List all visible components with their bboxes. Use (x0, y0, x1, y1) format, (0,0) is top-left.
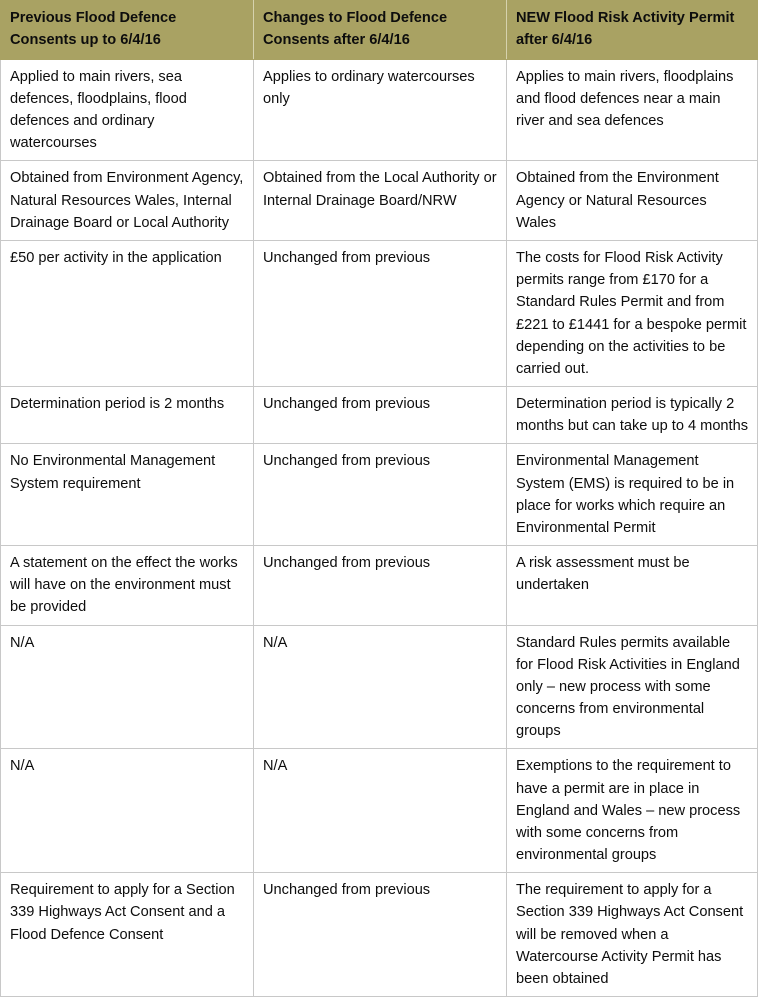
table-header-row (1, 1, 758, 60)
cell-text: Determination period is 2 months (10, 396, 225, 413)
cell-text: Requirement to apply for a Section 339 Highways Act Consent and a Flood Defence Consent (10, 882, 235, 943)
cell-changes-consents (254, 387, 507, 444)
table-row (1, 873, 758, 997)
cell-text: N/A (10, 758, 35, 775)
column-header-changes-consents: Changes to Flood Defence Consents after 6/4/16 (254, 1, 507, 60)
table-row (1, 749, 758, 873)
cell-changes-consents (254, 749, 507, 873)
cell-text: The costs for Flood Risk Activity permits range from £170 for a Standard Rules Permit and from £221 to £1441 for a bespoke permit depending on the activities to be carried out. (516, 249, 747, 377)
cell-previous-consents (1, 240, 254, 386)
cell-previous-consents (1, 161, 254, 241)
table-row (1, 625, 758, 749)
cell-new-permit (507, 59, 758, 161)
cell-text: £50 per activity in the application (10, 249, 222, 266)
cell-previous-consents (1, 749, 254, 873)
cell-text: Unchanged from previous (263, 555, 431, 572)
cell-new-permit (507, 873, 758, 997)
table-row (1, 161, 758, 241)
cell-text: Standard Rules permits available for Flood Risk Activities in England only – new process with some concerns from environmental groups (516, 634, 740, 740)
table-header (1, 1, 758, 60)
cell-text: Unchanged from previous (263, 249, 431, 266)
cell-text: Obtained from Environment Agency, Natural Resources Wales, Internal Drainage Board or Local Authority (10, 170, 244, 231)
cell-changes-consents (254, 240, 507, 386)
cell-changes-consents (254, 161, 507, 241)
cell-text: Obtained from the Environment Agency or Natural Resources Wales (516, 170, 719, 231)
cell-previous-consents (1, 387, 254, 444)
cell-text: The requirement to apply for a Section 339 Highways Act Consent will be removed when a Watercourse Activity Permit has been obtained (516, 882, 744, 987)
cell-text: Obtained from the Local Authority or Internal Drainage Board/NRW (263, 170, 497, 209)
table-row (1, 240, 758, 386)
cell-new-permit (507, 387, 758, 444)
table-row (1, 387, 758, 444)
cell-text: Determination period is typically 2 months but can take up to 4 months (516, 396, 749, 435)
cell-changes-consents (254, 625, 507, 749)
cell-new-permit (507, 161, 758, 241)
cell-new-permit (507, 625, 758, 749)
cell-text: A statement on the effect the works will have on the environment must be provided (10, 555, 238, 616)
cell-text: N/A (10, 634, 35, 651)
cell-new-permit (507, 444, 758, 546)
table-body (1, 59, 758, 996)
cell-text: A risk assessment must be undertaken (516, 555, 690, 594)
cell-text: Exemptions to the requirement to have a permit are in place in England and Wales – new process with some concerns from environmental groups (516, 758, 741, 864)
cell-previous-consents (1, 444, 254, 546)
column-header-new-permit: NEW Flood Risk Activity Permit after 6/4/16 (507, 1, 758, 60)
cell-text: Unchanged from previous (263, 396, 431, 413)
cell-text: No Environmental Management System requirement (10, 453, 216, 492)
cell-new-permit (507, 749, 758, 873)
cell-text: Applied to main rivers, sea defences, floodplains, flood defences and ordinary watercourses (10, 68, 187, 152)
cell-previous-consents (1, 59, 254, 161)
cell-changes-consents (254, 444, 507, 546)
cell-text: N/A (263, 758, 288, 775)
cell-previous-consents (1, 625, 254, 749)
cell-text: Applies to main rivers, floodplains and flood defences near a main river and sea defences (516, 68, 734, 130)
cell-text: Environmental Management System (EMS) is required to be in place for works which require an Environmental Permit (516, 453, 735, 536)
cell-new-permit (507, 240, 758, 386)
cell-text: Unchanged from previous (263, 453, 431, 470)
cell-text: Applies to ordinary watercourses only (263, 68, 475, 107)
cell-previous-consents (1, 546, 254, 626)
cell-text: Unchanged from previous (263, 882, 431, 899)
cell-text: N/A (263, 634, 288, 651)
table-row (1, 59, 758, 161)
cell-previous-consents (1, 873, 254, 997)
cell-changes-consents (254, 59, 507, 161)
table-row (1, 444, 758, 546)
column-header-previous-consents: Previous Flood Defence Consents up to 6/4/16 (1, 1, 254, 60)
cell-changes-consents (254, 873, 507, 997)
table-row (1, 546, 758, 626)
cell-new-permit (507, 546, 758, 626)
cell-changes-consents (254, 546, 507, 626)
